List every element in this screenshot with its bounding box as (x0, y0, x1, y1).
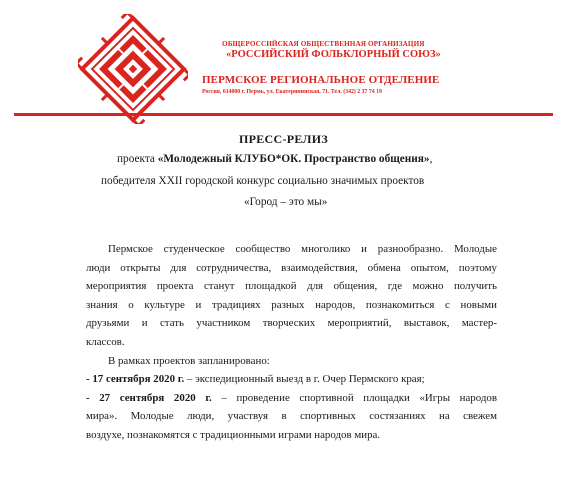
project-prefix: проекта (117, 153, 158, 165)
org-type-line: ОБЩЕРОССИЙСКАЯ ОБЩЕСТВЕННАЯ ОРГАНИЗАЦИЯ (222, 40, 425, 48)
paragraph-line: мероприятия проекта станут площадкой для общения, где можно получить (86, 280, 497, 293)
document-title: ПРЕСС-РЕЛИЗ (238, 132, 329, 146)
branch-name: ПЕРМСКОЕ РЕГИОНАЛЬНОЕ ОТДЕЛЕНИЕ (202, 74, 440, 86)
event-item-2 (86, 389, 497, 408)
project-name: «Молодежный КЛУБО*ОК. Пространство общения» (157, 153, 430, 165)
event-item-2-continued: мира». Молодые люди, участвуя в спортивных состязаниях на свежем (86, 410, 497, 423)
org-address: Россия, 614000 г. Пермь, ул. Екатерининская, 71. Тел. (342) 2 37 74 19 (202, 89, 382, 95)
event-date: - 17 сентября 2020 г. (86, 373, 185, 386)
contest-name: «Город – это мы» (244, 196, 328, 208)
paragraph-line: знания о культуре и традициях разных народов, познакомиться с новыми (86, 298, 497, 311)
release-body (86, 240, 497, 445)
paragraph-line: люди открыты для сотрудничества, взаимодействия, обмена опытом, поэтому (86, 261, 497, 274)
paragraph-line: классов. (86, 335, 125, 348)
header-divider (14, 113, 553, 116)
planned-intro: В рамках проектов запланировано: (108, 354, 270, 367)
folk-ornament-logo-icon (78, 14, 188, 124)
organization-header (202, 40, 452, 95)
event-text: – экспедиционный выезд в г. Очер Пермского края; (184, 373, 425, 386)
event-item-2-end: воздухе, познакомятся с традиционными играми народов мира. (86, 428, 381, 441)
event-text: – проведение спортивной площадки «Игры народов (211, 391, 497, 404)
event-date: - 27 сентября 2020 г. (86, 391, 212, 404)
winner-line: победителя XXII городской конкурс социально значимых проектов (101, 175, 425, 187)
project-suffix: , (429, 153, 433, 165)
paragraph-line: Пермское студенческое сообщество многолико и разнообразно. Молодые (108, 243, 497, 255)
event-item-1 (86, 370, 497, 389)
project-line (117, 153, 432, 165)
paragraph-line: друзьями и стать участником творческих мероприятий, выставок, мастер- (86, 317, 497, 330)
org-name: «РОССИЙСКИЙ ФОЛЬКЛОРНЫЙ СОЮЗ» (226, 49, 441, 60)
intro-paragraph (86, 240, 497, 352)
